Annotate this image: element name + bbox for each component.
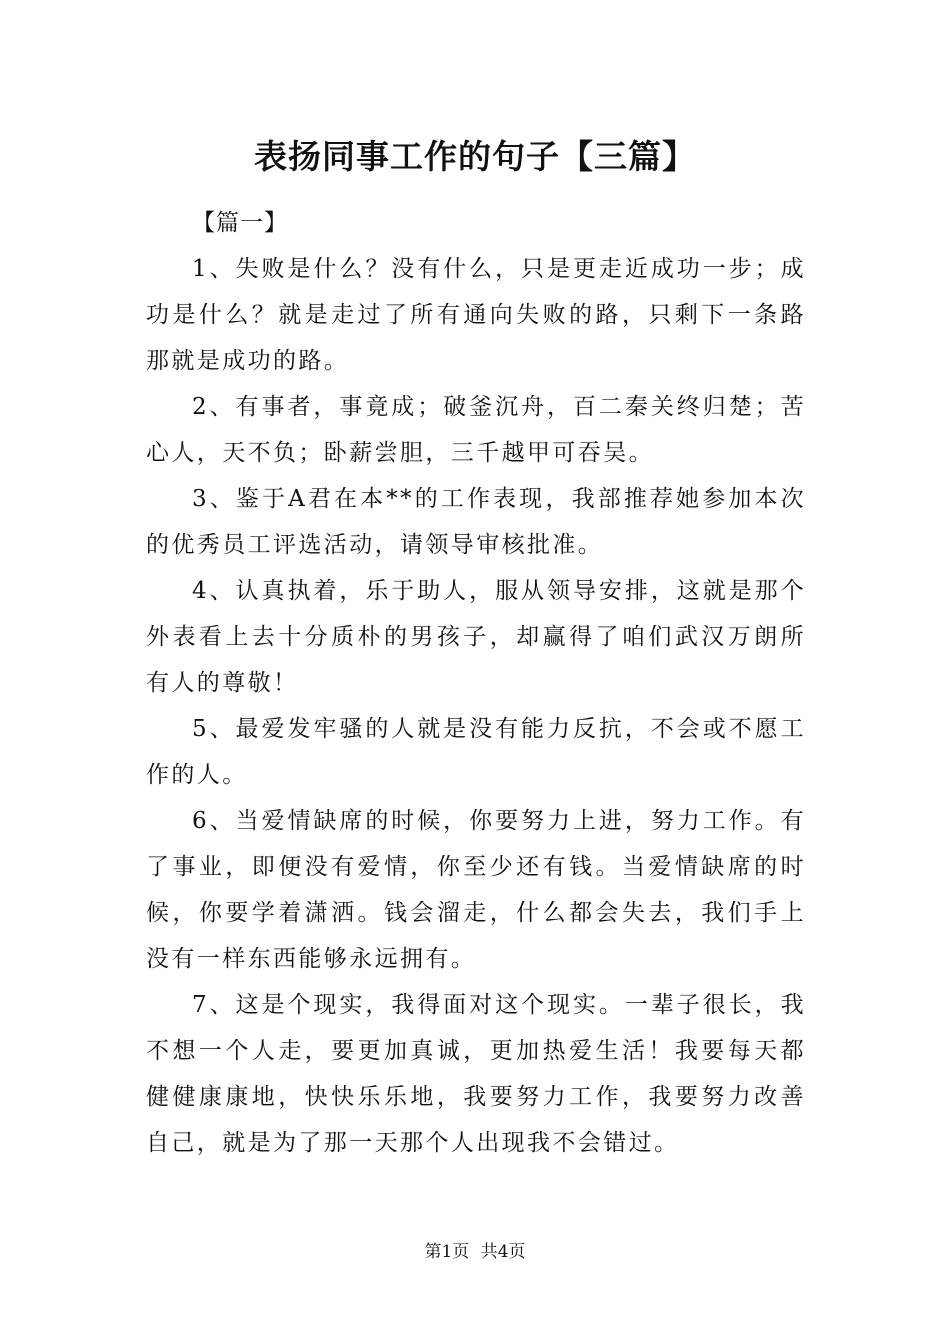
paragraph-1: 1、失败是什么？没有什么，只是更走近成功一步；成功是什么？就是走过了所有通向失败的路，只剩下一条路那就是成功的路。 xyxy=(146,256,806,374)
paragraph-7: 7、这是个现实，我得面对这个现实。一辈子很长，我不想一个人走，要更加真诚，更加热爱生活！我要每天都健健康康地，快快乐乐地，我要努力工作，我要努力改善自己，就是为了那一天那个人出现我不会错过。 xyxy=(146,992,806,1156)
paragraph-3: 3、鉴于A君在本**的工作表现，我部推荐她参加本次的优秀员工评选活动，请领导审核批准。 xyxy=(146,486,806,558)
page-total: 共4页 xyxy=(480,1242,526,1262)
paragraph-2: 2、有事者，事竟成；破釜沉舟，百二秦关终归楚；苦心人，天不负；卧薪尝胆，三千越甲可吞吴。 xyxy=(146,394,806,466)
document-title: 表扬同事工作的句子【三篇】 xyxy=(254,137,696,176)
document-body xyxy=(146,200,806,1166)
paragraph-6: 6、当爱情缺席的时候，你要努力上进，努力工作。有了事业，即便没有爱情，你至少还有钱。当爱情缺席的时候，你要学着潇洒。钱会溜走，什么都会失去，我们手上没有一样东西能够永远拥有。 xyxy=(146,808,806,972)
paragraph-4: 4、认真执着，乐于助人，服从领导安排，这就是那个外表看上去十分质朴的男孩子，却赢得了咱们武汉万朗所有人的尊敬！ xyxy=(146,578,806,696)
page-footer xyxy=(0,1240,950,1264)
paragraph-5: 5、最爱发牢骚的人就是没有能力反抗，不会或不愿工作的人。 xyxy=(146,716,806,788)
section-heading: 【篇一】 xyxy=(192,210,288,236)
page-number: 第1页 xyxy=(424,1242,470,1262)
